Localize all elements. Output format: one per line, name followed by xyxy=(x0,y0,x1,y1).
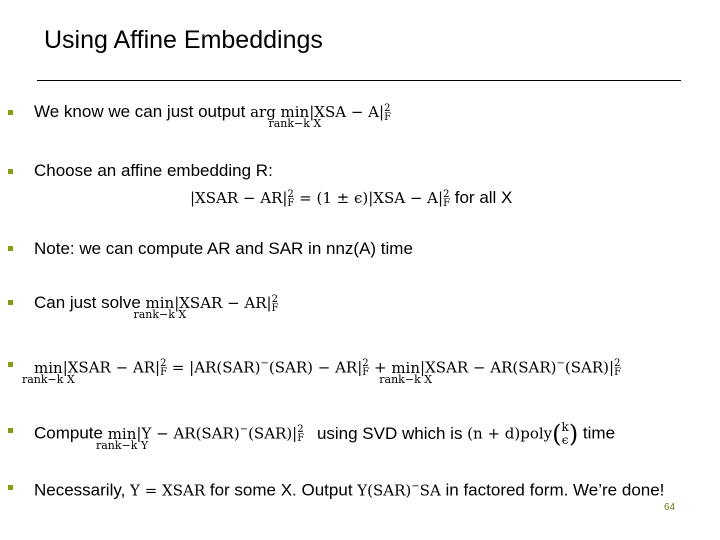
norm-sup: 2 xyxy=(443,188,450,200)
bullet-7-text-a: Necessarily, xyxy=(34,480,131,500)
norm-sup: 2 xyxy=(160,358,167,370)
norm-scripts xyxy=(272,295,279,313)
min-subscript: rank−k Y xyxy=(95,438,149,452)
math-expression: SA xyxy=(419,481,441,500)
norm-sub: F xyxy=(271,302,279,314)
min-subscript: rank−k X xyxy=(21,372,75,386)
math-expression: = |AR(SAR) xyxy=(167,358,261,377)
bullet-3-text-b: AR and SAR in nnz(A) time xyxy=(206,239,413,258)
min-label: min xyxy=(280,103,310,121)
math-expression: |XSAR − AR| xyxy=(62,358,161,377)
math-expression: (SAR) − AR| xyxy=(268,358,363,377)
square-bullet xyxy=(8,169,13,174)
k-over-epsilon xyxy=(562,421,569,447)
norm-sub: F xyxy=(614,367,622,379)
bullet-6-text-c: time xyxy=(578,423,616,443)
frac-numerator: k xyxy=(561,420,569,435)
norm-sub: F xyxy=(384,111,392,123)
right-paren: ) xyxy=(568,420,579,449)
min-label: min xyxy=(391,358,421,377)
norm-sub: F xyxy=(160,367,168,379)
eq-rhs: = (1 ± ϵ)|XSA − A| xyxy=(294,189,444,207)
bullet-5 xyxy=(21,353,622,386)
math-expression: |Y − AR(SAR) xyxy=(136,424,240,443)
bullet-1-text: We know we can just output xyxy=(34,102,251,121)
square-bullet xyxy=(8,428,13,433)
pseudo-inverse: − xyxy=(411,481,420,492)
math-expression: |XSAR − AR| xyxy=(174,294,272,312)
norm-sup: 2 xyxy=(362,358,369,370)
min-subscript: rank−k X xyxy=(379,372,433,386)
norm-scripts xyxy=(614,359,621,377)
math-expression: (SAR)| xyxy=(248,424,298,443)
norm-sub: F xyxy=(297,433,305,445)
complexity-expression: (n + d)poly xyxy=(467,424,553,443)
min-label: min xyxy=(34,358,63,377)
bullet-6-text-a: Compute xyxy=(34,423,108,443)
bullet-1 xyxy=(34,101,392,130)
math-expression: (SAR)| xyxy=(564,358,615,377)
min-label: min xyxy=(107,424,137,443)
min-operator xyxy=(268,101,322,130)
bullet-6-text-b: using SVD which is xyxy=(316,423,468,443)
norm-scripts xyxy=(384,104,391,122)
bullet-6 xyxy=(34,419,616,452)
slide-title: Using Affine Embeddings xyxy=(44,26,323,54)
min-operator xyxy=(133,292,187,321)
title-divider xyxy=(37,80,681,81)
norm-sup: 2 xyxy=(384,102,391,114)
square-bullet xyxy=(8,246,13,251)
pseudo-inverse: − xyxy=(260,358,269,369)
square-bullet xyxy=(8,362,13,367)
pseudo-inverse: − xyxy=(556,358,565,369)
bullet-3 xyxy=(34,238,413,260)
norm-scripts xyxy=(443,190,450,208)
min-operator xyxy=(379,357,433,386)
arg-operator: arg xyxy=(250,103,276,121)
pseudo-inverse: − xyxy=(239,424,249,435)
slide-number: 64 xyxy=(664,502,676,513)
norm-sup: 2 xyxy=(614,358,621,370)
norm-sub: F xyxy=(443,197,451,209)
min-subscript: rank−k X xyxy=(268,117,322,130)
min-label: min xyxy=(145,294,175,312)
bullet-4 xyxy=(34,292,279,321)
frac-denominator: ϵ xyxy=(561,433,569,448)
bullet-2-equation xyxy=(190,187,512,209)
math-expression: Y(SAR) xyxy=(357,481,412,500)
left-paren: ( xyxy=(552,420,562,449)
norm-sub: F xyxy=(362,367,370,379)
square-bullet xyxy=(8,300,13,305)
bullet-7 xyxy=(34,476,664,502)
min-subscript: rank−k X xyxy=(133,308,187,321)
norm-sub: F xyxy=(287,197,295,209)
norm-scripts xyxy=(297,425,304,443)
bullet-7-text-b: for some X. Output xyxy=(205,480,358,500)
norm-sup: 2 xyxy=(287,188,294,200)
bullet-2: Choose an affine embedding R: xyxy=(34,161,273,180)
math-expression: |XSAR − AR(SAR) xyxy=(420,358,557,377)
plus-sign: + xyxy=(369,358,392,377)
square-bullet xyxy=(8,485,13,490)
bullet-7-text-c: in factored form. We’re done! xyxy=(440,480,665,500)
norm-sup: 2 xyxy=(271,293,278,305)
eq-tail: for all X xyxy=(450,188,513,207)
square-bullet xyxy=(8,110,13,115)
bullet-3-text-a: Note: we can compute xyxy=(34,239,207,258)
min-operator xyxy=(95,423,149,452)
min-operator xyxy=(21,357,75,386)
bullet-4-text: Can just solve xyxy=(34,293,146,312)
norm-sup: 2 xyxy=(297,424,304,436)
math-expression: |XSA − A| xyxy=(309,103,385,121)
math-expression: Y = XSAR xyxy=(130,481,206,500)
eq-lhs: |XSAR − AR| xyxy=(190,189,288,207)
